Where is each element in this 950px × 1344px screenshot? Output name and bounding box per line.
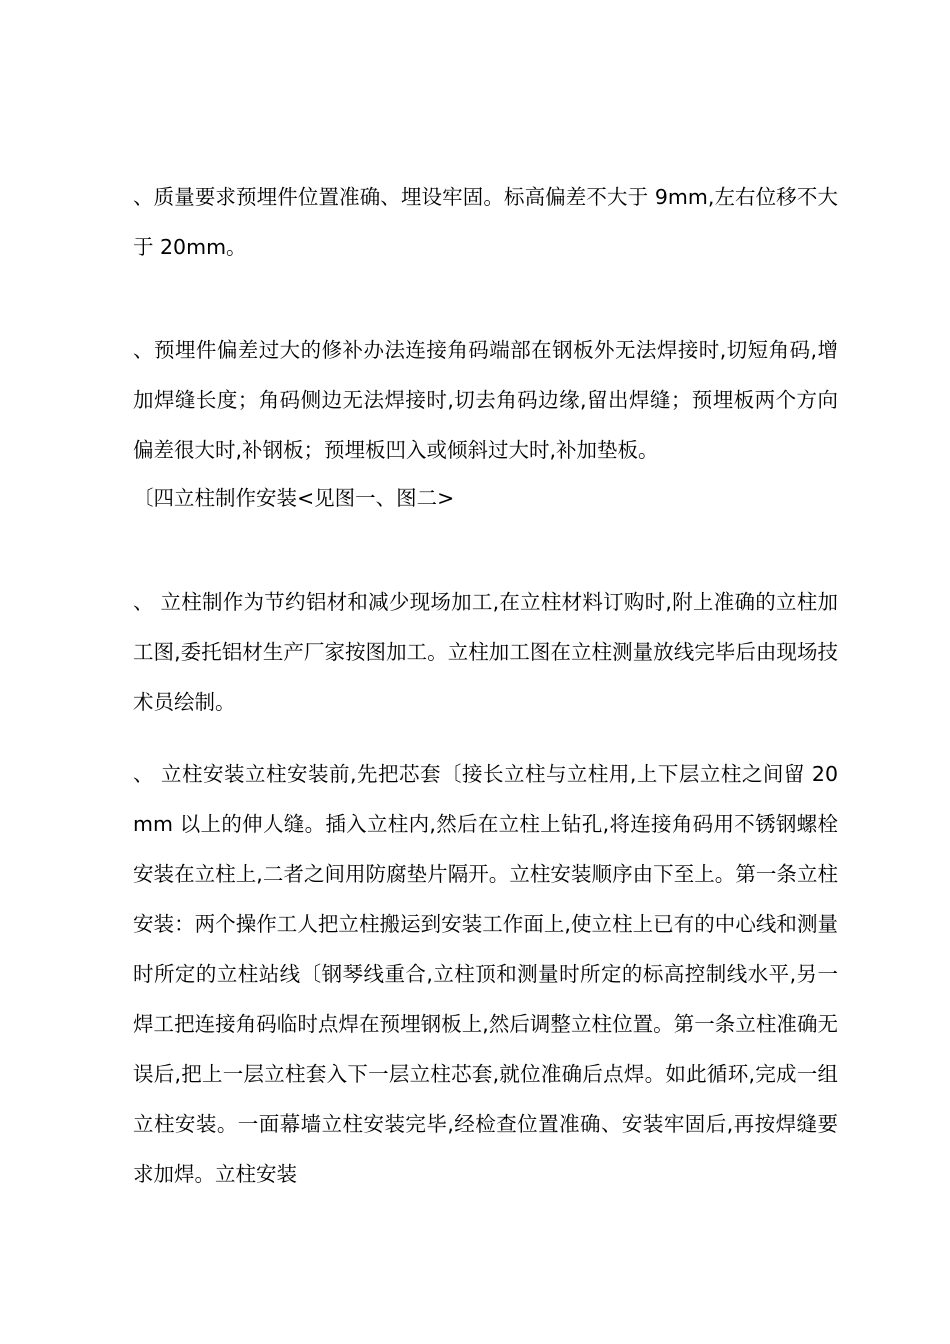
paragraph-embedded-parts-repair: 、预埋件偏差过大的修补办法连接角码端部在钢板外无法焊接时,切短角码,增加焊缝长度；角码侧边无法焊接时,切去角码边缘,留出焊缝；预埋板两个方向偏差很大时,补钢板；预埋板凹入或倾斜过大时,补加垫板。 [133,338,838,462]
section-heading-column-installation: 〔四立柱制作安装<见图一、图二> [133,486,455,510]
paragraph-embedded-parts-quality: 、质量要求预埋件位置准确、埋设牢固。标高偏差不大于 9mm,左右位移不大于 20mm。 [133,185,838,259]
paragraph-column-fabrication: 、 立柱制作为节约铝材和减少现场加工,在立柱材料订购时,附上准确的立柱加工图,委托铝材生产厂家按图加工。立柱加工图在立柱测量放线完毕后由现场技术员绘制。 [133,590,838,714]
paragraph-column-installation: 、 立柱安装立柱安装前,先把芯套〔接长立柱与立柱用,上下层立柱之间留 20mm 以上的伸人缝。插入立柱内,然后在立柱上钻孔,将连接角码用不锈钢螺栓安装在立柱上,二者之间用防腐垫片隔开。立柱安装顺序由下至上。第一条立柱安装：两个操作工人把立柱搬运到安装工作面上,使立柱上已有的中心线和测量时所定的立柱站线〔钢琴线重合,立柱顶和测量时所定的标高控制线水平,另一焊工把连接角码临时点焊在预埋钢板上,然后调整立柱位置。第一条立柱准确无误后,把上一层立柱套入下一层立柱芯套,就位准确后点焊。如此循环,完成一组立柱安装。一面幕墙立柱安装完毕,经检查位置准确、安装牢固后,再按焊缝要求加焊。立柱安装 [133,762,838,1186]
